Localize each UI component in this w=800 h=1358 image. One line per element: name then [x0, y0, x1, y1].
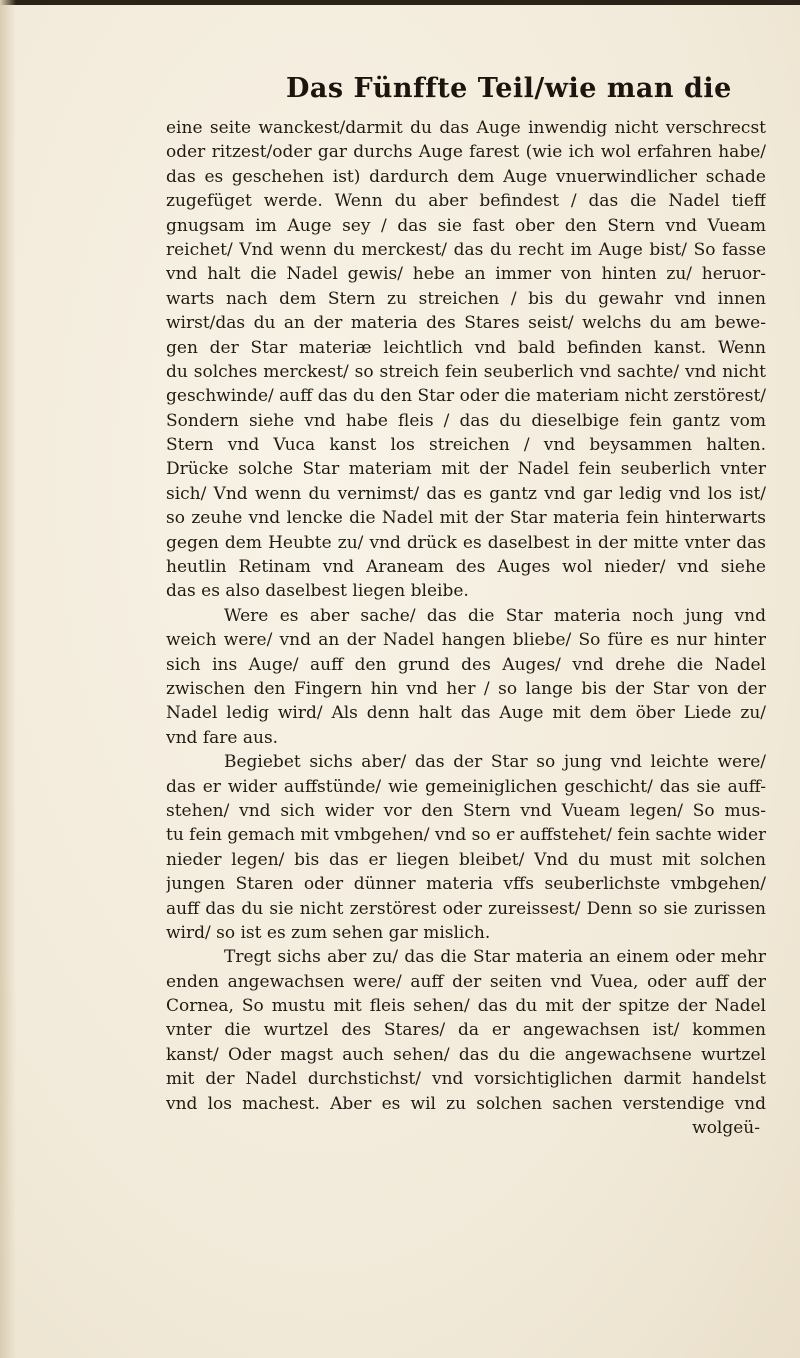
text-line: geschwinde/ auff das du den Star oder die materiam nicht zerstörest/: [166, 386, 766, 407]
paragraph-start-line: Were es aber sache/ das die Star materia noch jung vnd: [224, 605, 766, 626]
text-line: sich ins Auge/ auff den grund des Auges/ vnd drehe die Nadel: [166, 654, 766, 675]
text-line: gen der Star materiæ leichtlich vnd bald befinden kanst. Wenn: [166, 337, 766, 358]
text-line: gegen dem Heubte zu/ vnd drück es daselbest in der mitte vnter das: [166, 532, 766, 553]
text-line: gnugsam im Auge sey / das sie fast ober den Stern vnd Vueam: [166, 215, 766, 236]
paragraph-end-line: wird/ so ist es zum sehen gar mislich.: [166, 922, 491, 943]
text-line: auff das du sie nicht zerstörest oder zureissest/ Denn so sie zurissen: [166, 898, 766, 919]
paragraph-end-line: das es also daselbest liegen bleibe.: [166, 581, 469, 602]
paragraph-end-line: vnd fare aus.: [166, 727, 279, 748]
text-line: sich/ Vnd wenn du vernimst/ das es gantz vnd gar ledig vnd los ist/: [166, 483, 766, 504]
text-line: enden angewachsen were/ auff der seiten vnd Vuea, oder auff der: [166, 971, 766, 992]
body-text: [166, 116, 766, 1140]
text-line: Sondern siehe vnd habe fleis / das du dieselbige fein gantz vom: [166, 410, 766, 431]
text-line: du solches merckest/ so streich fein seuberlich vnd sachte/ vnd nicht: [166, 361, 766, 382]
text-line: wirst/das du an der materia des Stares seist/ welchs du am bewe-: [166, 313, 766, 334]
text-line: Nadel ledig wird/ Als denn halt das Auge mit dem öber Liede zu/: [166, 703, 766, 724]
text-line: weich were/ vnd an der Nadel hangen bliebe/ So füre es nur hinter: [166, 630, 766, 651]
text-line: das er wider auffstünde/ wie gemeiniglichen geschicht/ das sie auff-: [166, 776, 766, 797]
text-line: zugefüget werde. Wenn du aber befindest / das die Nadel tieff: [166, 191, 766, 212]
text-line: eine seite wanckest/darmit du das Auge inwendig nicht verschrecst: [166, 118, 766, 138]
text-line: nieder legen/ bis das er liegen bleibet/ Vnd du must mit solchen: [166, 849, 766, 870]
text-line: vnd los machest. Aber es wil zu solchen sachen verstendige vnd: [166, 1093, 766, 1114]
text-line: vnter die wurtzel des Stares/ da er angewachsen ist/ kommen: [166, 1020, 766, 1041]
catchword: wolgeü-: [692, 1118, 760, 1139]
text-line: Stern vnd Vuca kanst los streichen / vnd beysammen halten.: [166, 435, 766, 456]
paragraph-start-line: Begiebet sichs aber/ das der Star so jung vnd leichte were/: [224, 752, 766, 773]
text-line: Cornea, So mustu mit fleis sehen/ das du mit der spitze der Nadel: [166, 996, 766, 1017]
paragraph-start-line: Tregt sichs aber zu/ das die Star materia an einem oder mehr: [224, 947, 766, 968]
text-line: Drücke solche Star materiam mit der Nadel fein seuberlich vnter: [166, 459, 766, 480]
running-head: Das Fünffte Teil/wie man die: [286, 73, 732, 104]
text-line: jungen Staren oder dünner materia vffs seuberlichste vmbgehen/: [166, 874, 766, 895]
text-line: mit der Nadel durchstichst/ vnd vorsichtiglichen darmit handelst: [166, 1069, 766, 1090]
text-line: heutlin Retinam vnd Araneam des Auges wol nieder/ vnd siehe: [166, 557, 766, 578]
text-line: warts nach dem Stern zu streichen / bis du gewahr vnd innen: [166, 288, 766, 309]
text-line: zwischen den Fingern hin vnd her / so lange bis der Star von der: [166, 678, 766, 699]
top-edge-rule: [0, 0, 800, 5]
text-line: kanst/ Oder magst auch sehen/ das du die angewachsene wurtzel: [166, 1044, 766, 1065]
text-line: stehen/ vnd sich wider vor den Stern vnd Vueam legen/ So mus-: [166, 800, 766, 821]
text-line: tu fein gemach mit vmbgehen/ vnd so er auffstehet/ fein sachte wider: [166, 825, 766, 846]
text-line: oder ritzest/oder gar durchs Auge farest (wie ich wol erfahren habe/: [166, 142, 766, 163]
binding-gutter: [0, 0, 16, 1358]
text-line: vnd halt die Nadel gewis/ hebe an immer von hinten zu/ heruor-: [166, 264, 766, 285]
text-line: das es geschehen ist) dardurch dem Auge vnuerwindlicher schade: [166, 166, 766, 187]
text-line: so zeuhe vnd lencke die Nadel mit der Star materia fein hinterwarts: [166, 508, 766, 529]
text-line: reichet/ Vnd wenn du merckest/ das du recht im Auge bist/ So fasse: [166, 239, 766, 260]
